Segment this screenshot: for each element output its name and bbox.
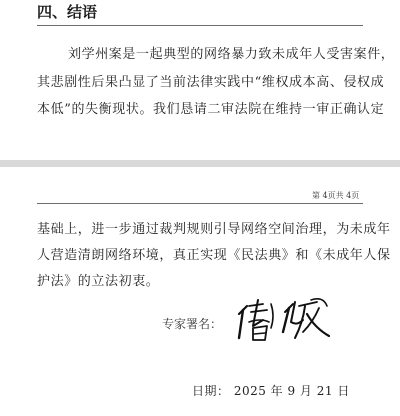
continuation-line-2: 人营造清朗网络环境，真正实现《民法典》和《未成年人保: [37, 248, 391, 263]
paragraph-line-1: 刘学州案是一起典型的网络暴力致未成年人受害案件，: [68, 47, 395, 62]
section-heading: 四、结语: [37, 3, 98, 21]
page-break-divider: [0, 160, 400, 167]
expert-signature-label: 专家署名：: [162, 317, 223, 331]
page-number-rule: [37, 203, 363, 204]
document-page-lower: [0, 167, 400, 416]
handwritten-signature: [233, 292, 333, 352]
page-number: 第 4页共 4页: [312, 191, 360, 200]
continuation-line-1: 基础上，进一步通过裁判规则引导网络空间治理，为未成年: [37, 222, 391, 237]
signature-date: 日期： 2025 年 9 月 21 日: [192, 384, 350, 398]
paragraph-line-3: 本低”的失衡现状。我们恳请二审法院在维持一审正确认定: [37, 102, 385, 117]
heading-rule: [37, 25, 363, 26]
continuation-line-3: 护法》的立法初衷。: [37, 274, 160, 289]
paragraph-line-2: 其悲剧性后果凸显了当前法律实践中“维权成本高、侵权成: [37, 75, 385, 90]
document-page-upper: [0, 0, 400, 160]
